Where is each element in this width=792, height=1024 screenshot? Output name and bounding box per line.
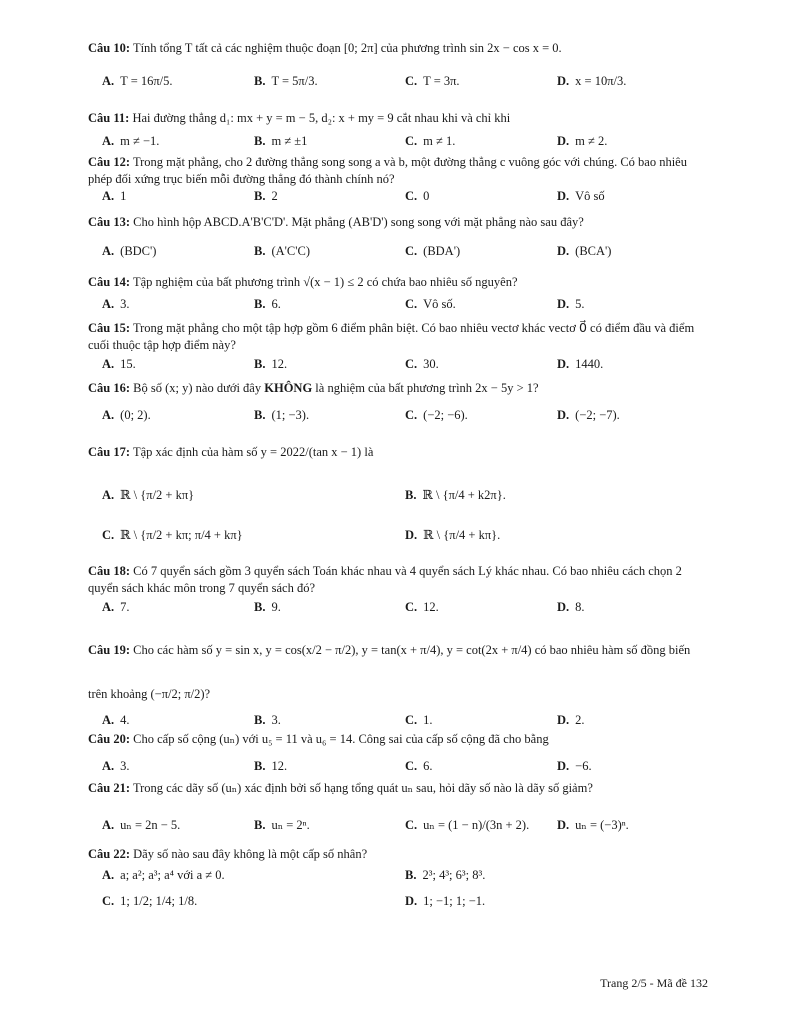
option-b: B. 2³; 4³; 6³; 8³. — [405, 868, 486, 882]
options-row — [88, 867, 710, 885]
option-a: A. a; a²; a³; a⁴ với a ≠ 0. — [102, 868, 225, 882]
option-b: B. 3. — [254, 713, 281, 727]
option-d: D. Vô số — [557, 189, 605, 203]
options-row — [88, 133, 710, 151]
option-a: A. m ≠ −1. — [102, 134, 160, 148]
options-row — [88, 599, 710, 617]
question-text: Hai đường thẳng d₁: mx + y = m − 5, d₂: x + my = 9 cắt nhau khi và chỉ khi — [132, 111, 511, 125]
option-c: C. (−2; −6). — [405, 408, 468, 422]
option-c: C. ℝ \ {π/2 + kπ; π/4 + kπ} — [102, 528, 243, 542]
question-text: Trong mặt phẳng, cho 2 đường thẳng song song a và b, một đường thẳng c vuông góc với chúng. Có bao nhiêu phép đối xứng trục biến mỗi đường thẳng đó thành chính nó? — [88, 155, 687, 186]
option-b: B. m ≠ ±1 — [254, 134, 308, 148]
question-label: Câu 17: — [88, 445, 131, 459]
option-b: B. 12. — [254, 357, 288, 371]
option-b: B. (1; −3). — [254, 408, 310, 422]
option-a: A. T = 16π/5. — [102, 74, 173, 88]
question-15 — [88, 320, 710, 374]
question-label: Câu 11: — [88, 111, 130, 125]
option-c: C. 1; 1/2; 1/4; 1/8. — [102, 894, 198, 908]
options-row — [88, 712, 710, 730]
option-d: D. 1440. — [557, 357, 604, 371]
question-12 — [88, 154, 710, 206]
option-a: A. 15. — [102, 357, 136, 371]
option-a: A. uₙ = 2n − 5. — [102, 818, 181, 832]
question-11 — [88, 110, 710, 151]
option-d: D. −6. — [557, 759, 592, 773]
option-c: C. (BDA') — [405, 244, 461, 258]
option-d: D. uₙ = (−3)ⁿ. — [557, 818, 629, 832]
question-22 — [88, 846, 710, 911]
question-label: Câu 12: — [88, 155, 131, 169]
question-10 — [88, 40, 710, 91]
question-text: Cho các hàm số y = sin x, y = cos(x/2 − π/2), y = tan(x + π/4), y = cot(2x + π/4) có bao nhiêu hàm số đồng biến trên khoảng (−π/2; π/2)? — [88, 643, 691, 701]
options-row — [88, 487, 710, 505]
question-13 — [88, 214, 710, 261]
option-c: C. 1. — [405, 713, 433, 727]
options-row — [88, 243, 710, 261]
option-a: A. ℝ \ {π/2 + kπ} — [102, 488, 195, 502]
question-text: Trong mặt phẳng cho một tập hợp gồm 6 điểm phân biệt. Có bao nhiêu vectơ khác vectơ 0⃗ có điểm đầu và điểm cuối thuộc tập hợp điểm này? — [88, 321, 695, 352]
question-text: Tính tổng T tất cả các nghiệm thuộc đoạn [0; 2π] của phương trình sin 2x − cos x = 0. — [132, 41, 562, 55]
question-label: Câu 20: — [88, 732, 131, 746]
question-label: Câu 19: — [88, 643, 131, 657]
option-d: D. 5. — [557, 297, 585, 311]
option-a: A. 3. — [102, 759, 130, 773]
question-text: Dãy số nào sau đây không là một cấp số nhân? — [133, 847, 368, 861]
option-c: C. m ≠ 1. — [405, 134, 456, 148]
question-label: Câu 15: — [88, 321, 131, 335]
option-d: D. x = 10π/3. — [557, 74, 627, 88]
option-d: D. 8. — [557, 600, 585, 614]
option-c: C. 0 — [405, 189, 430, 203]
question-label: Câu 10: — [88, 41, 131, 55]
option-a: A. (BDC') — [102, 244, 157, 258]
option-c: C. T = 3π. — [405, 74, 460, 88]
option-a: A. (0; 2). — [102, 408, 151, 422]
option-a: A. 1 — [102, 189, 127, 203]
option-d: D. 2. — [557, 713, 585, 727]
option-d: D. m ≠ 2. — [557, 134, 608, 148]
option-b: B. 6. — [254, 297, 281, 311]
question-text: Trong các dãy số (uₙ) xác định bởi số hạng tổng quát uₙ sau, hỏi dãy số nào là dãy số giảm? — [132, 781, 593, 795]
question-text: Cho cấp số cộng (uₙ) với u₅ = 11 và u₆ = 14. Công sai của cấp số cộng đã cho bằng — [133, 732, 549, 746]
question-18 — [88, 563, 710, 617]
question-text: Tập xác định của hàm số y = 2022/(tan x − 1) là — [132, 445, 374, 459]
options-row — [88, 817, 710, 835]
question-label: Câu 22: — [88, 847, 131, 861]
emphasis-text: KHÔNG — [264, 381, 313, 395]
option-b: B. 12. — [254, 759, 288, 773]
question-label: Câu 16: — [88, 381, 131, 395]
options-row — [88, 758, 710, 776]
question-text: Có 7 quyển sách gồm 3 quyển sách Toán khác nhau và 4 quyển sách Lý khác nhau. Có bao nhiêu cách chọn 2 quyển sách khác môn trong 7 quyển sách đó? — [88, 564, 682, 595]
options-row — [88, 527, 710, 545]
option-c: C. 6. — [405, 759, 433, 773]
option-b: B. T = 5π/3. — [254, 74, 318, 88]
question-16: Câu 16: Bộ số (x; y) nào dưới đây KHÔNG là nghiệm của bất phương trình 2x − 5y > 1? A. (0; 2). B. (1; −3). C. (−2; −6). D. (−2; −7). — [88, 380, 710, 425]
options-row — [88, 73, 710, 91]
question-20 — [88, 731, 710, 776]
question-label: Câu 18: — [88, 564, 131, 578]
option-d: D. ℝ \ {π/4 + kπ}. — [405, 528, 501, 542]
option-d: D. (−2; −7). — [557, 408, 620, 422]
option-c: C. uₙ = (1 − n)/(3n + 2). — [405, 818, 530, 832]
page-footer: Trang 2/5 - Mã đề 132 — [600, 976, 708, 990]
option-b: B. uₙ = 2ⁿ. — [254, 818, 310, 832]
options-row — [88, 893, 710, 911]
question-label: Câu 21: — [88, 781, 131, 795]
question-text: Tập nghiệm của bất phương trình √(x − 1) ≤ 2 có chứa bao nhiêu số nguyên? — [132, 275, 518, 289]
options-row — [88, 188, 710, 206]
option-b: B. (A'C'C) — [254, 244, 311, 258]
options-row — [88, 407, 710, 425]
question-label: Câu 14: — [88, 275, 131, 289]
option-d: D. (BCA') — [557, 244, 612, 258]
option-a: A. 4. — [102, 713, 130, 727]
question-21 — [88, 780, 710, 835]
option-b: B. ℝ \ {π/4 + k2π}. — [405, 488, 506, 502]
option-c: C. 30. — [405, 357, 439, 371]
option-b: B. 2 — [254, 189, 278, 203]
question-17 — [88, 444, 710, 545]
options-row — [88, 356, 710, 374]
question-text: Cho hình hộp ABCD.A'B'C'D'. Mặt phẳng (AB'D') song song với mặt phẳng nào sau đây? — [133, 215, 584, 229]
question-14 — [88, 274, 710, 314]
option-c: C. Vô số. — [405, 297, 456, 311]
options-row — [88, 296, 710, 314]
option-d: D. 1; −1; 1; −1. — [405, 894, 486, 908]
option-a: A. 3. — [102, 297, 130, 311]
option-b: B. 9. — [254, 600, 281, 614]
question-19 — [88, 628, 710, 730]
option-c: C. 12. — [405, 600, 439, 614]
option-a: A. 7. — [102, 600, 130, 614]
question-label: Câu 13: — [88, 215, 131, 229]
